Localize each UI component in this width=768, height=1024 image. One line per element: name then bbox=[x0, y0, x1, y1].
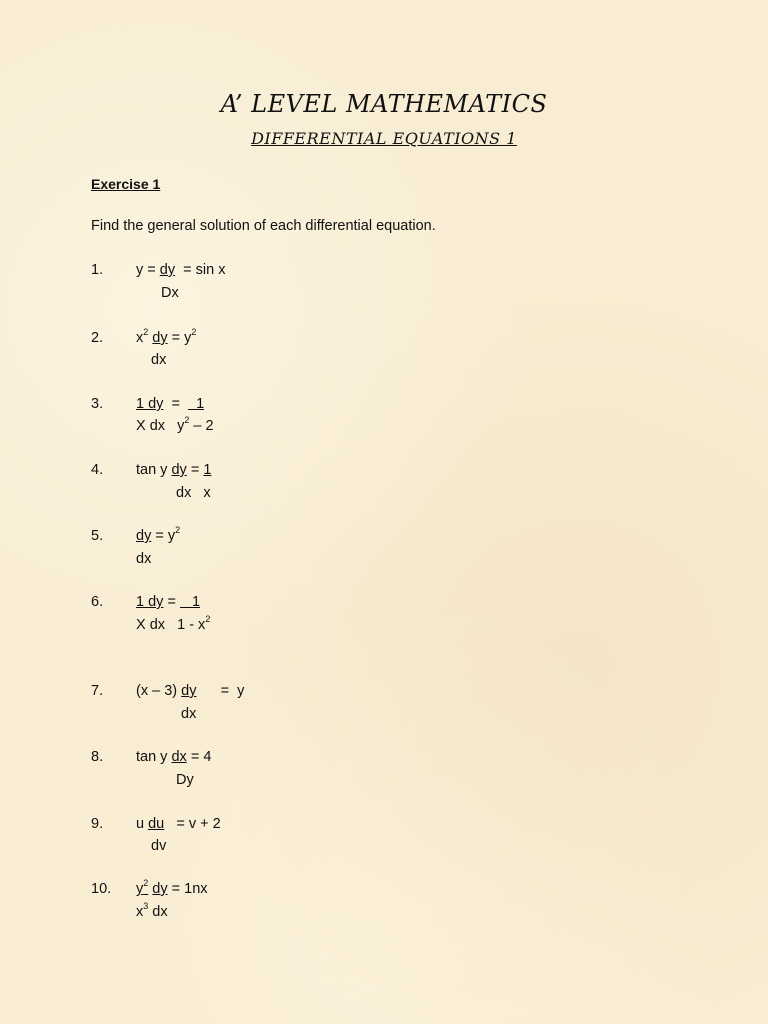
page-subtitle: DIFFERENTIAL EQUATIONS 1 bbox=[251, 129, 517, 148]
question-number: 9. bbox=[91, 816, 104, 832]
question-denominator: dx bbox=[151, 352, 167, 368]
question-equation: $x^2$ dy = $y^2$ bbox=[136, 327, 197, 346]
exercise-heading: Exercise 1 bbox=[91, 176, 161, 192]
question-equation: u du = v + 2 bbox=[136, 816, 221, 832]
question-denominator: X dx $y^2 - 2$ bbox=[136, 415, 214, 434]
question-denominator: dx x bbox=[176, 485, 211, 501]
question-number: 4. bbox=[91, 462, 104, 478]
instruction-text: Find the general solution of each differential equation. bbox=[91, 218, 436, 234]
question-denominator: Dx bbox=[161, 285, 179, 301]
question-equation: 1 dy = 1 bbox=[136, 594, 201, 610]
question-equation: $y^2$ dy = 1nx bbox=[136, 878, 208, 897]
question-denominator: Dy bbox=[176, 772, 194, 788]
question-denominator: dv bbox=[151, 838, 167, 854]
question-equation: 1 dy = 1 bbox=[136, 396, 205, 412]
question-equation: y = dy = sin x bbox=[136, 262, 226, 278]
question-number: 2. bbox=[91, 330, 104, 346]
question-number: 3. bbox=[91, 396, 104, 412]
question-number: 1. bbox=[91, 262, 104, 278]
question-number: 7. bbox=[91, 683, 104, 699]
question-equation: tan y dx = 4 bbox=[136, 749, 212, 765]
question-equation: (x – 3) dy = y bbox=[136, 683, 245, 699]
question-denominator: dx bbox=[181, 706, 197, 722]
question-denominator: dx bbox=[136, 551, 152, 567]
question-number: 8. bbox=[91, 749, 104, 765]
question-equation: dy = $y^2$ bbox=[136, 525, 181, 544]
question-number: 5. bbox=[91, 528, 104, 544]
question-number: 6. bbox=[91, 594, 104, 610]
question-denominator: $x^3$ dx bbox=[136, 901, 168, 920]
question-equation: tan y dy = 1 bbox=[136, 462, 212, 478]
question-denominator: X dx $1 - x^2$ bbox=[136, 614, 211, 633]
question-number: 10. bbox=[91, 881, 112, 897]
page-title: A’ LEVEL MATHEMATICS bbox=[220, 90, 548, 118]
